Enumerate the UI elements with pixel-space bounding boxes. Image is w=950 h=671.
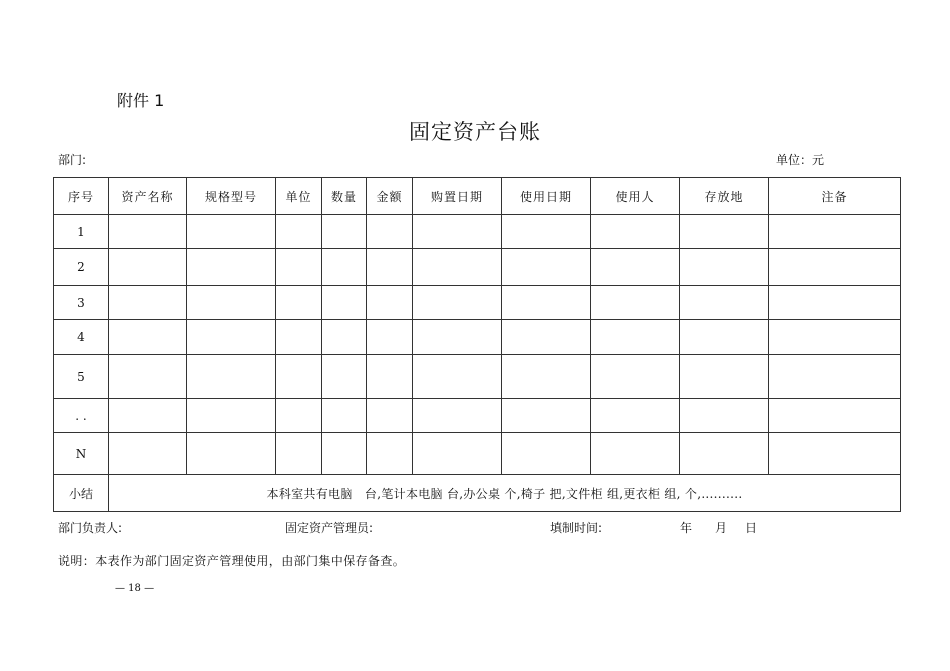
header-spec-model: 规格型号 — [187, 178, 276, 215]
page-number: — 18 — — [115, 583, 155, 594]
header-use-date: 使用日期 — [502, 178, 591, 215]
row-number: 3 — [54, 286, 109, 320]
table-cell[interactable] — [413, 399, 502, 433]
table-cell[interactable] — [367, 355, 413, 399]
table-cell[interactable] — [276, 355, 322, 399]
table-row — [54, 433, 901, 475]
summary-text: 本科室共有电脑 台,笔计本电脑 台,办公桌 个,椅子 把,文件柜 组,更衣柜 组, 个,.......... — [109, 475, 901, 512]
department-label: 部门: — [58, 153, 87, 167]
explanation-note: 说明：本表作为部门固定资产管理使用，由部门集中保存备查。 — [58, 554, 406, 568]
row-number: 5 — [54, 355, 109, 399]
table-cell[interactable] — [187, 320, 276, 355]
table-cell[interactable] — [367, 215, 413, 249]
table-cell[interactable] — [322, 399, 367, 433]
table-cell[interactable] — [276, 320, 322, 355]
table-cell[interactable] — [276, 215, 322, 249]
table-cell[interactable] — [187, 355, 276, 399]
table-cell[interactable] — [769, 249, 901, 286]
table-row — [54, 399, 901, 433]
header-user: 使用人 — [591, 178, 680, 215]
table-cell[interactable] — [680, 433, 769, 475]
table-cell[interactable] — [591, 399, 680, 433]
table-cell[interactable] — [769, 215, 901, 249]
row-number: 2 — [54, 249, 109, 286]
table-cell[interactable] — [109, 320, 187, 355]
row-number: 1 — [54, 215, 109, 249]
table-cell[interactable] — [322, 286, 367, 320]
table-cell[interactable] — [413, 433, 502, 475]
table-cell[interactable] — [187, 286, 276, 320]
table-cell[interactable] — [109, 399, 187, 433]
row-number: N — [54, 433, 109, 475]
table-cell[interactable] — [276, 433, 322, 475]
table-cell[interactable] — [413, 355, 502, 399]
table-cell[interactable] — [413, 249, 502, 286]
month-label: 月 — [715, 521, 728, 535]
day-label: 日 — [745, 521, 758, 535]
table-cell[interactable] — [591, 320, 680, 355]
table-cell[interactable] — [502, 215, 591, 249]
header-unit: 单位 — [276, 178, 322, 215]
table-row — [54, 215, 901, 249]
table-cell[interactable] — [413, 320, 502, 355]
header-asset-name: 资产名称 — [109, 178, 187, 215]
table-cell[interactable] — [502, 249, 591, 286]
table-cell[interactable] — [502, 355, 591, 399]
header-purchase-date: 购置日期 — [413, 178, 502, 215]
table-cell[interactable] — [109, 215, 187, 249]
table-cell[interactable] — [367, 286, 413, 320]
table-row — [54, 286, 901, 320]
year-label: 年 — [680, 521, 693, 535]
table-row — [54, 320, 901, 355]
fill-time-label: 填制时间: — [550, 521, 603, 535]
table-cell[interactable] — [591, 355, 680, 399]
table-cell[interactable] — [276, 286, 322, 320]
asset-ledger-table — [53, 177, 901, 512]
table-cell[interactable] — [109, 286, 187, 320]
table-cell[interactable] — [322, 215, 367, 249]
table-cell[interactable] — [769, 355, 901, 399]
unit-label: 单位：元 — [776, 153, 825, 167]
table-cell[interactable] — [187, 215, 276, 249]
header-remarks: 注备 — [769, 178, 901, 215]
table-cell[interactable] — [680, 320, 769, 355]
table-cell[interactable] — [680, 399, 769, 433]
header-quantity: 数量 — [322, 178, 367, 215]
table-cell[interactable] — [109, 249, 187, 286]
table-cell[interactable] — [591, 249, 680, 286]
attachment-label: 附件 1 — [117, 91, 165, 110]
table-cell[interactable] — [322, 355, 367, 399]
table-cell[interactable] — [502, 320, 591, 355]
table-cell[interactable] — [322, 249, 367, 286]
table-cell[interactable] — [680, 286, 769, 320]
table-cell[interactable] — [367, 320, 413, 355]
table-cell[interactable] — [769, 286, 901, 320]
table-cell[interactable] — [502, 399, 591, 433]
table-cell[interactable] — [680, 249, 769, 286]
table-cell[interactable] — [276, 399, 322, 433]
dept-head-label: 部门负责人: — [58, 521, 123, 535]
table-cell[interactable] — [322, 433, 367, 475]
table-cell[interactable] — [322, 320, 367, 355]
table-cell[interactable] — [769, 433, 901, 475]
table-row — [54, 249, 901, 286]
table-cell[interactable] — [502, 286, 591, 320]
table-cell[interactable] — [109, 355, 187, 399]
table-cell[interactable] — [109, 433, 187, 475]
page-title: 固定资产台账 — [409, 120, 541, 144]
table-cell[interactable] — [680, 355, 769, 399]
table-cell[interactable] — [591, 286, 680, 320]
table-cell[interactable] — [591, 215, 680, 249]
table-cell[interactable] — [367, 399, 413, 433]
table-cell[interactable] — [367, 249, 413, 286]
table-cell[interactable] — [769, 399, 901, 433]
summary-label: 小结 — [54, 475, 109, 512]
table-cell[interactable] — [680, 215, 769, 249]
row-number: 4 — [54, 320, 109, 355]
table-cell[interactable] — [367, 433, 413, 475]
table-cell[interactable] — [769, 320, 901, 355]
header-amount: 金额 — [367, 178, 413, 215]
table-header-row — [54, 178, 901, 215]
row-number: . . — [54, 399, 109, 433]
table-cell[interactable] — [187, 249, 276, 286]
table-cell[interactable] — [276, 249, 322, 286]
summary-row — [54, 475, 901, 512]
header-seq: 序号 — [54, 178, 109, 215]
header-location: 存放地 — [680, 178, 769, 215]
table-cell[interactable] — [413, 286, 502, 320]
table-cell[interactable] — [187, 433, 276, 475]
asset-manager-label: 固定资产管理员: — [285, 521, 374, 535]
table-cell[interactable] — [591, 433, 680, 475]
table-cell[interactable] — [187, 399, 276, 433]
table-cell[interactable] — [502, 433, 591, 475]
table-cell[interactable] — [413, 215, 502, 249]
table-row — [54, 355, 901, 399]
